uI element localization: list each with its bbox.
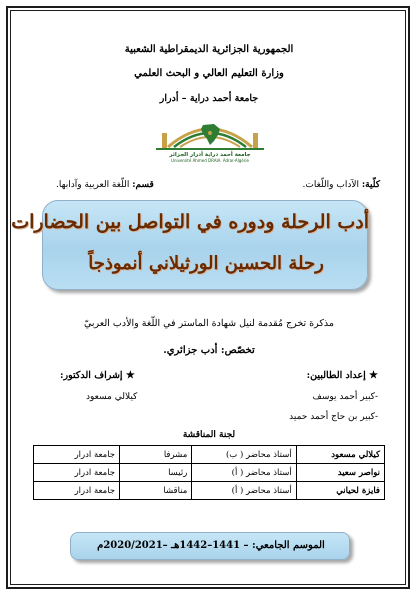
students-label: إعداد الطالبين: (306, 370, 366, 381)
university-logo (148, 117, 272, 163)
department-line (56, 180, 154, 190)
department-label: قسم: (132, 180, 154, 190)
thesis-title-line1: أدب الرحلة ودوره في التواصل بين الحضارات (11, 211, 369, 233)
students-label-line (307, 370, 378, 381)
jury-role: مشرفا (120, 446, 192, 464)
jury-institution: جامعة ادرار (34, 464, 120, 482)
faculty-label: كلّية: (361, 180, 380, 190)
logo-arabic-name: جامعة أحمد دراية أدرار الجزائر (169, 152, 251, 158)
faculty-line (303, 180, 380, 190)
jury-institution: جامعة ادرار (34, 482, 120, 500)
republic-header: الجمهورية الجزائرية الديمقراطية الشعبية (124, 44, 294, 55)
thesis-title-line2: رحلة الحسين الورثيلاني أنموذجاً (88, 253, 324, 274)
student-1: -كبير أحمد يوسف (312, 392, 378, 402)
university-header: جامعة أحمد دراية – أدرار (159, 93, 259, 104)
supervisor-label-line (60, 370, 135, 381)
star-icon: ★ (369, 370, 378, 381)
jury-rank: أستاذ محاضر ( أ) (192, 464, 296, 482)
thesis-description: مذكرة تخرج مُقدمة لنيل شهادة الماستر في اللّغة والأدب العربيّ (83, 318, 334, 329)
table-row (34, 482, 385, 500)
committee-table (33, 445, 385, 500)
star-icon: ★ (125, 370, 135, 381)
table-row (34, 464, 385, 482)
supervisor-label: إشراف الدكتور: (60, 370, 123, 381)
title-box (11, 200, 369, 290)
jury-name: فايزة لحياني (296, 482, 384, 500)
faculty-value: الآداب واللّغات. (302, 180, 359, 190)
department-value: اللّغة العربية وآدابها. (56, 180, 130, 190)
academic-season-box (70, 532, 350, 560)
jury-institution: جامعة ادرار (34, 446, 120, 464)
specialty: تخصّص: أدب جزائري. (163, 345, 255, 356)
logo-latin-name: Université Ahmed DRAIA. Adrar-Algérie (171, 158, 249, 163)
jury-rank: أستاذ محاضر ( أ) (192, 482, 296, 500)
jury-name: نواصر سعيد (296, 464, 384, 482)
jury-rank: أستاذ محاضر ( ب) (192, 446, 296, 464)
student-2: -كبير بن حاج أحمد حميد (289, 412, 378, 422)
table-row (34, 446, 385, 464)
academic-season: الموسم الجامعي: – 1441–1442هـ –2020/2021م (97, 540, 325, 551)
ministry-header: وزارة التعليم العالي و البحث العلمي (134, 68, 284, 79)
supervisor-name: كيلالي مسعود (86, 392, 138, 402)
committee-title: لجنة المناقشة (182, 430, 236, 440)
jury-role: رئيسا (120, 464, 192, 482)
jury-name: كيلالي مسعود (296, 446, 384, 464)
jury-role: مناقشا (120, 482, 192, 500)
